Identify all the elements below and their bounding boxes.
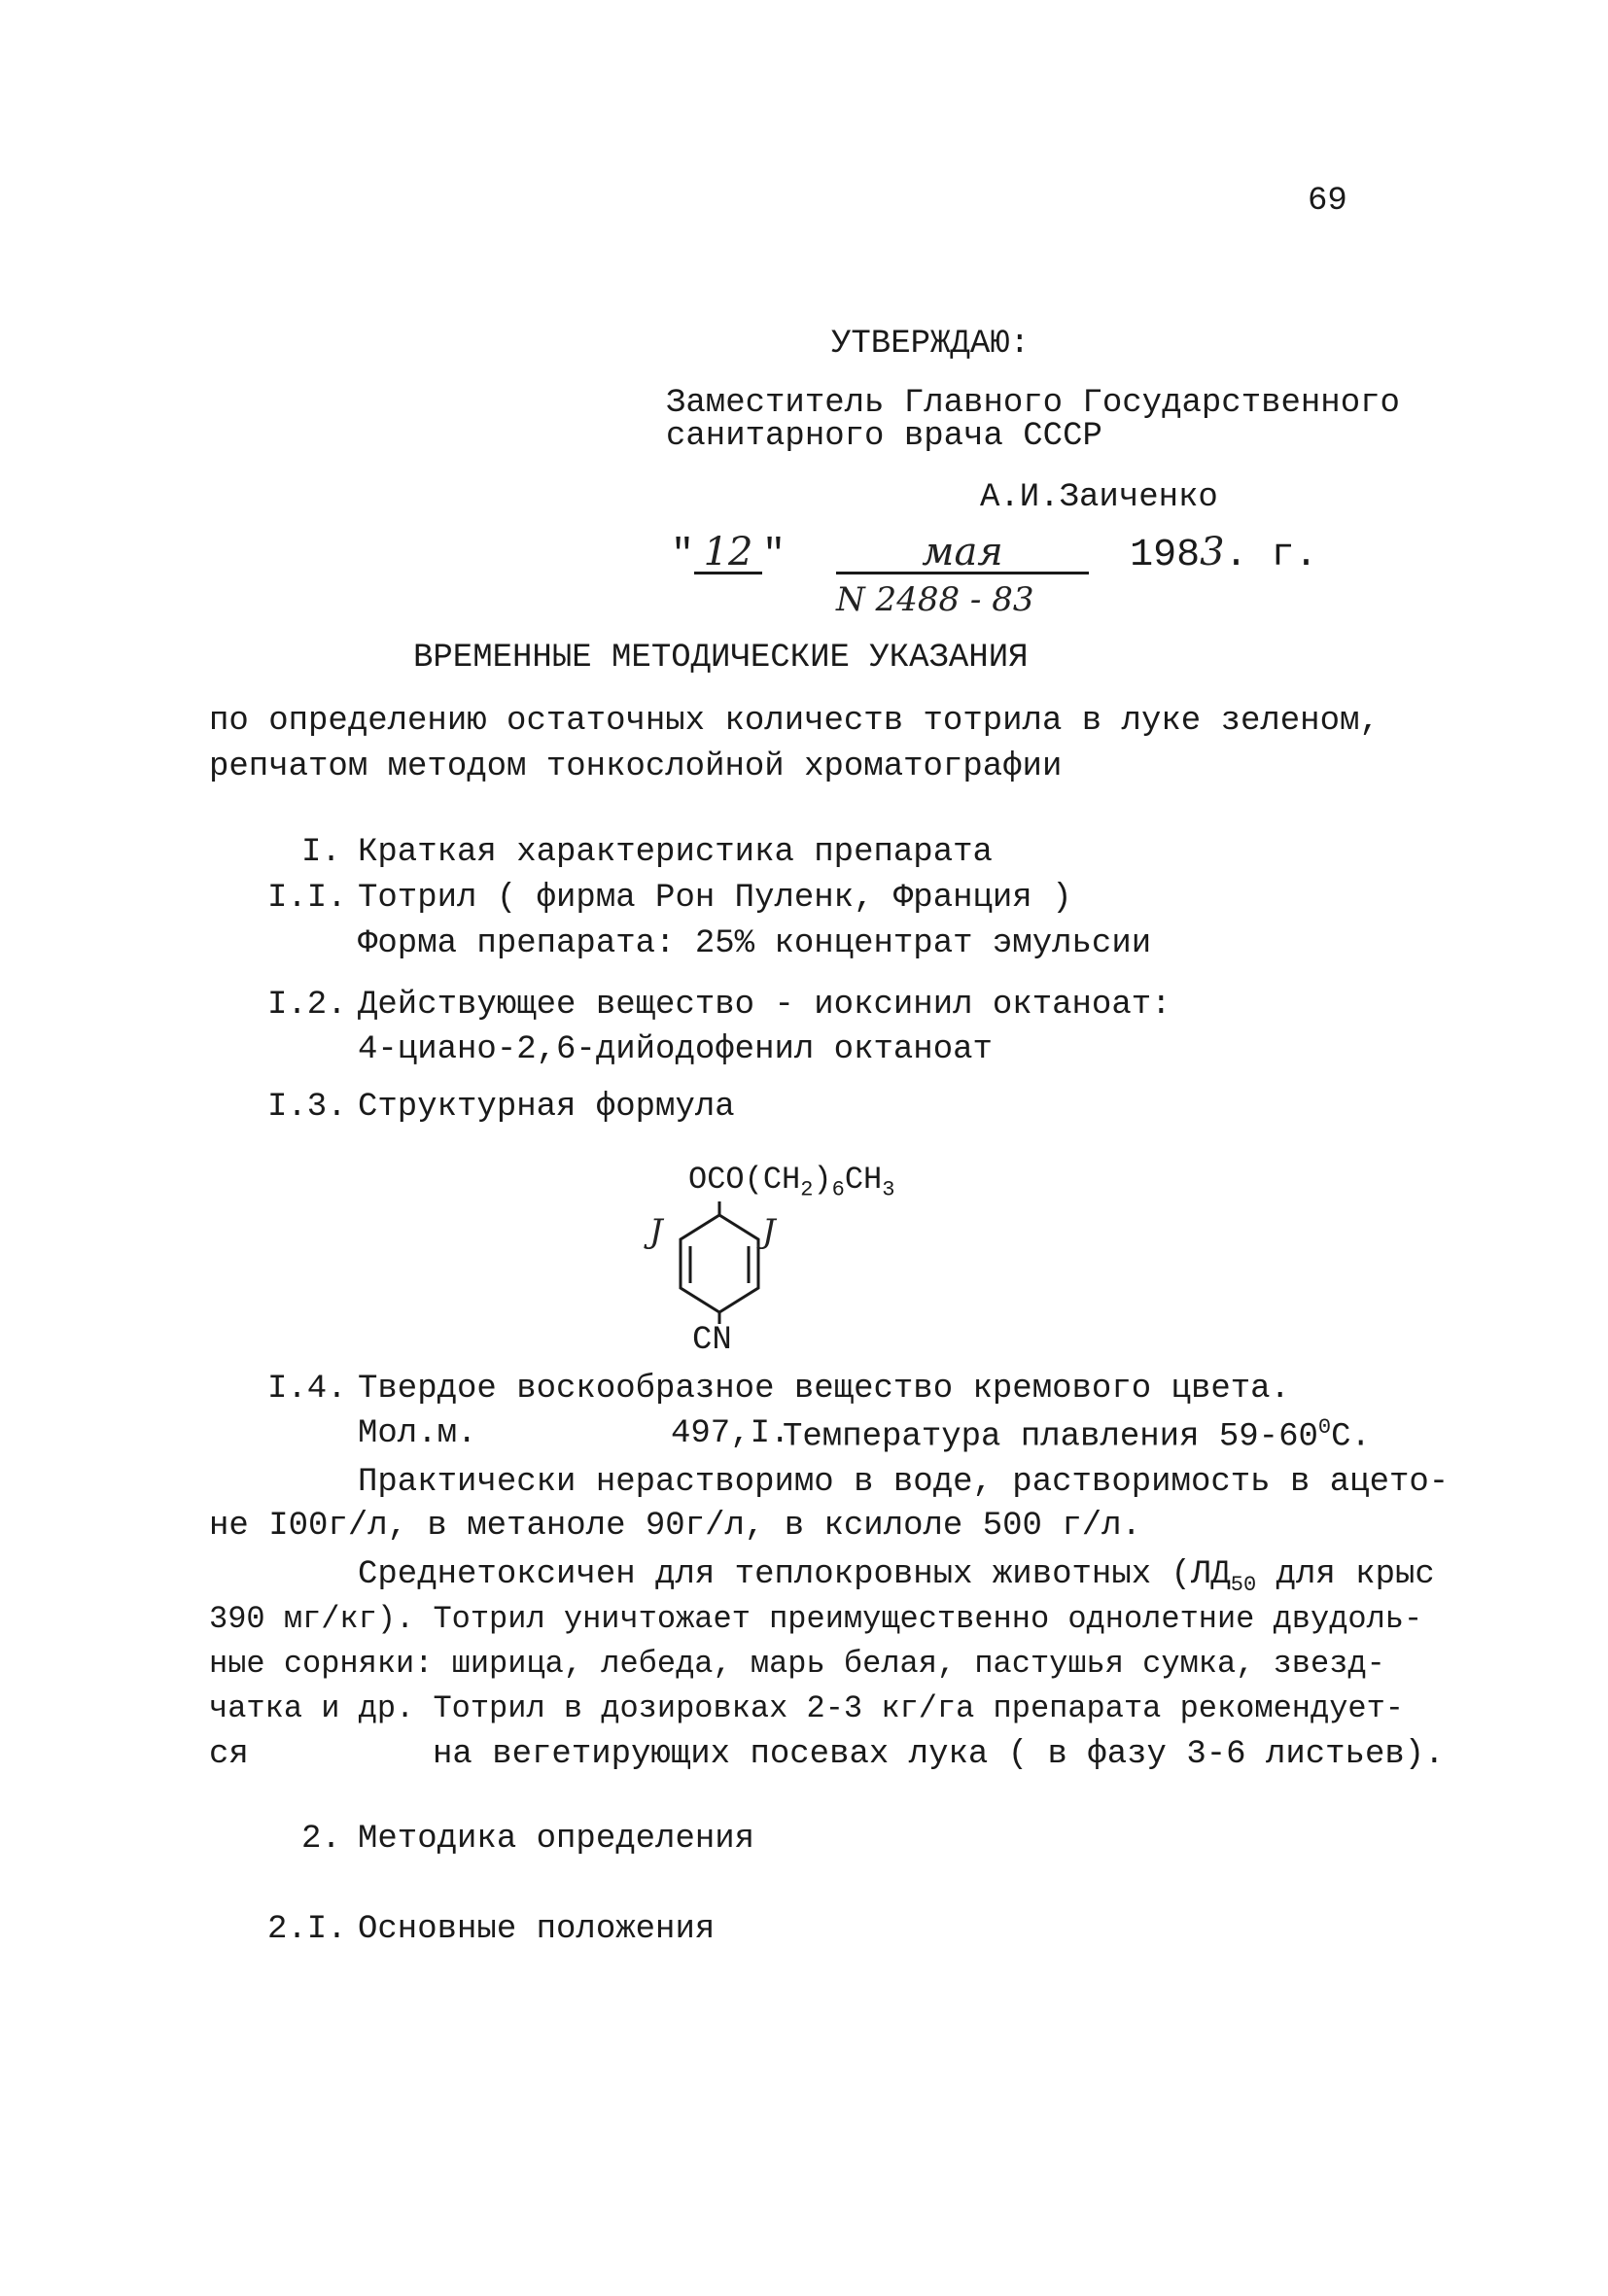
formula-iodo-left: J <box>649 1212 663 1251</box>
approval-position-line2: санитарного врача СССР <box>666 418 1102 455</box>
section-2-1-number: 2.I. <box>267 1911 347 1948</box>
section-1-2-number: I.2. <box>267 987 347 1024</box>
date-suffix: . г. <box>1224 534 1318 577</box>
section-1-2-line2: 4-циано-2,6-дийодофенил октаноат <box>358 1031 993 1068</box>
molecular-mass-label: Мол.м. <box>358 1415 477 1452</box>
toxicity-line2: 390 мг/кг). Тотрил уничтожает преимущественно однолетние двудоль- <box>209 1601 1423 1637</box>
section-1-4-number: I.4. <box>267 1371 347 1408</box>
toxicity-line4: чатка и др. Тотрил в дозировках 2-3 кг/га препарата рекомендует- <box>209 1690 1404 1726</box>
toxicity-line1: Среднетоксичен для теплокровных животных ($ЛД_{50}$ для крыс <box>358 1556 1435 1597</box>
section-1-3-number: I.3. <box>267 1089 347 1126</box>
document-title: ВРЕМЕННЫЕ МЕТОДИЧЕСКИЕ УКАЗАНИЯ <box>413 640 1029 677</box>
section-1-1-number: I.I. <box>267 880 347 917</box>
solubility-line1: Практически нерастворимо в воде, растворимость в ацето- <box>358 1464 1450 1501</box>
section-1-number: I. <box>301 834 341 871</box>
section-1-2-line1: Действующее вещество - иоксинил октаноат: <box>358 987 1171 1024</box>
formula-cyano: CN <box>692 1322 732 1359</box>
section-2-number: 2. <box>301 1821 341 1858</box>
toxicity-line5-start: ся <box>209 1736 249 1773</box>
benzene-ring <box>661 1196 778 1332</box>
molecular-mass-value: 497,I. <box>671 1415 790 1452</box>
melting-point: Температура плавления $59-60^0С$. <box>783 1415 1371 1456</box>
toxicity-line3: ные сорняки: ширица, лебеда, марь белая, пастушья сумка, звезд- <box>209 1646 1385 1682</box>
section-1-1-line1: Тотрил ( фирма Рон Пуленк, Франция ) <box>358 880 1072 917</box>
section-1-title: Краткая характеристика препарата <box>358 834 993 871</box>
date-day: 12 <box>694 533 762 574</box>
section-1-1-line2: Форма препарата: 25% концентрат эмульсии <box>358 925 1152 962</box>
date-open-quote: " <box>671 534 695 577</box>
solubility-line2: не I00г/л, в метаноле 90г/л, в ксилоле 500 г/л. <box>209 1508 1141 1545</box>
toxicity-line5-end: на вегетирующих посевах лука ( в фазу 3-6 листьев). <box>433 1736 1445 1773</box>
approval-heading: УТВЕРЖДАЮ: <box>831 326 1031 363</box>
approval-date <box>671 530 1318 577</box>
section-1-3-title: Структурная формула <box>358 1089 735 1126</box>
registration-number: N 2488 - 83 <box>836 580 1034 619</box>
date-year-digit: 3 <box>1200 530 1225 574</box>
approval-position-line1: Заместитель Главного Государственного <box>666 385 1400 422</box>
section-2-title: Методика определения <box>358 1821 755 1858</box>
document-subtitle-line2: репчатом методом тонкослойной хроматографии <box>209 748 1063 785</box>
section-2-1-title: Основные положения <box>358 1911 716 1948</box>
section-1-4-line1: Твердое воскообразное вещество кремового цвета. <box>358 1371 1290 1408</box>
approval-signatory: А.И.Заиченко <box>980 479 1218 516</box>
date-year-prefix: 198 <box>1130 534 1201 577</box>
formula-iodo-right: J <box>762 1212 776 1251</box>
date-close-quote: " <box>762 534 787 577</box>
formula-substituent: $OCO(CH_2)_6CH_3$ <box>688 1162 895 1202</box>
date-month: мая <box>836 533 1089 574</box>
document-subtitle-line1: по определению остаточных количеств тотрила в луке зеленом, <box>209 703 1380 740</box>
page-number: 69 <box>1308 183 1347 220</box>
